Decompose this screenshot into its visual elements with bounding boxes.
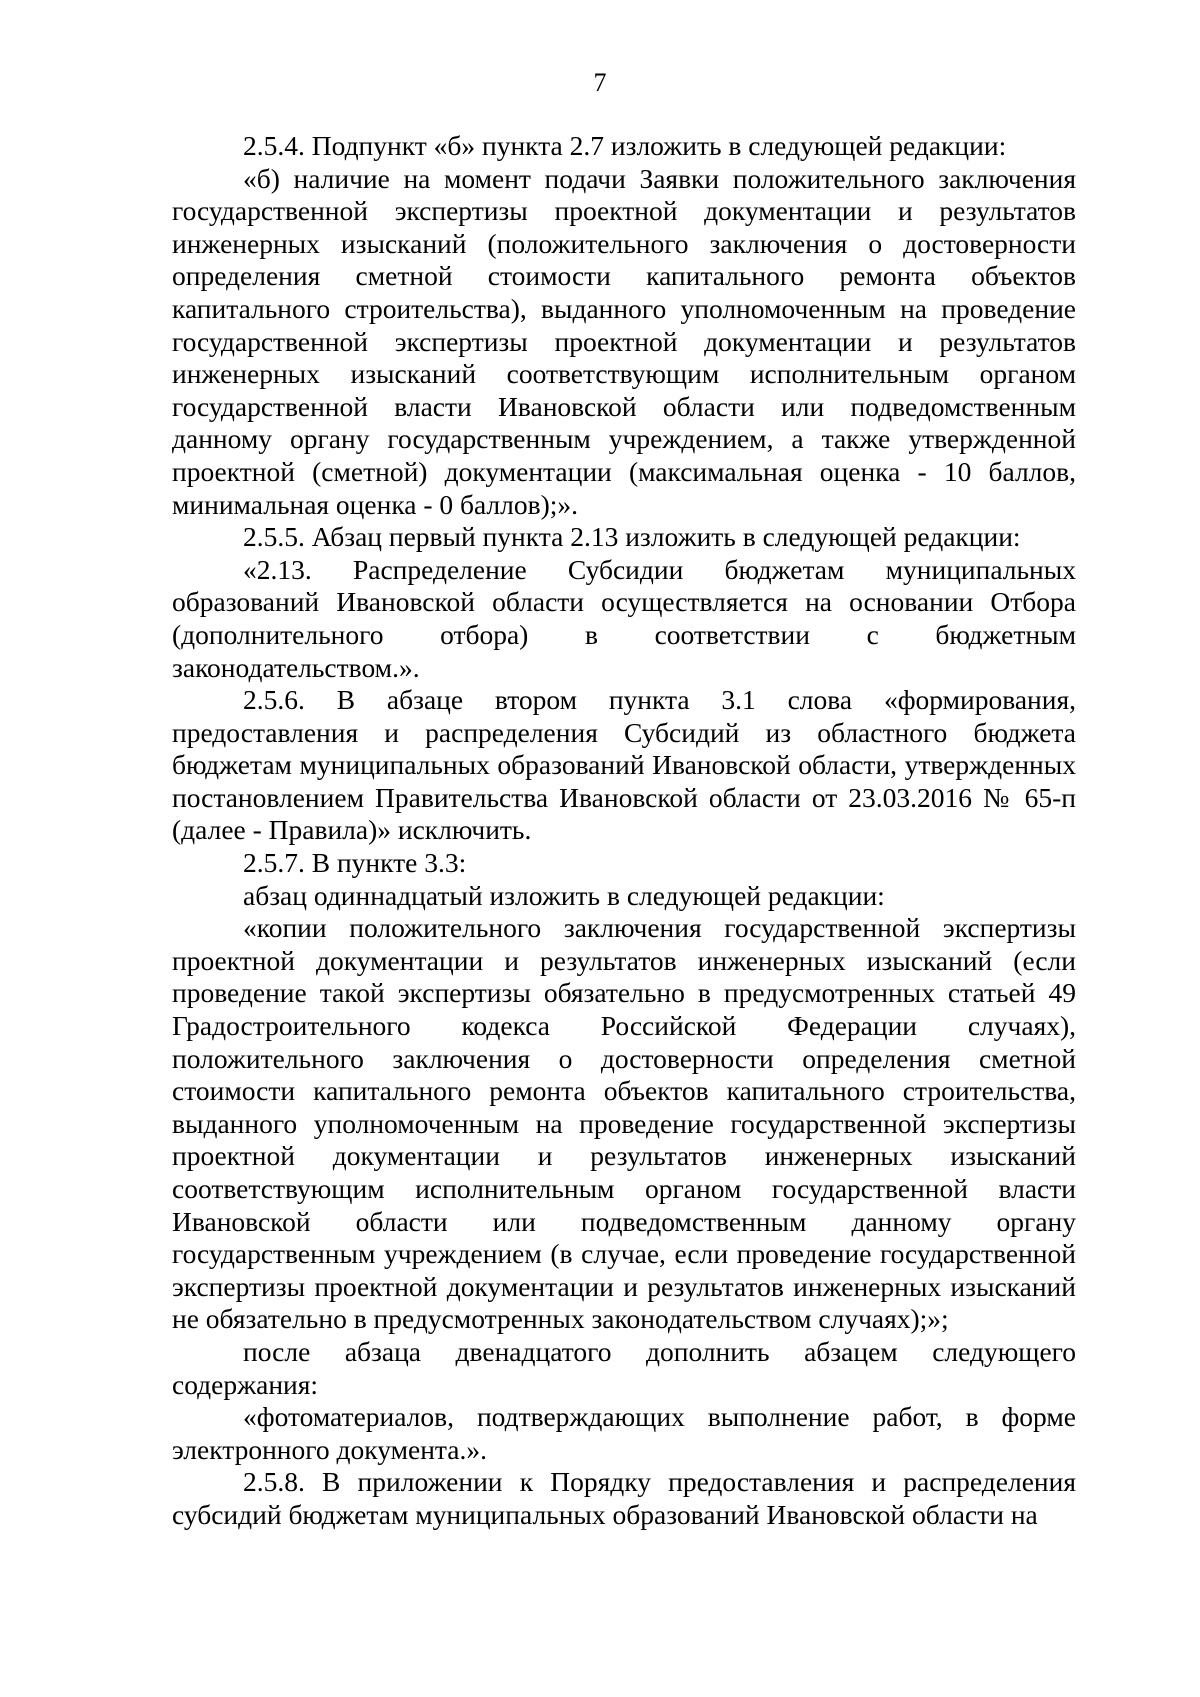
paragraph-2-5-4-heading: 2.5.4. Подпункт «б» пункта 2.7 изложить в следующей редакции: — [243, 130, 1007, 161]
page-number: 7 — [593, 68, 607, 97]
paragraph-2-5-7-item-2-text: «фотоматериалов, подтверждающих выполнение работ, в форме электронного документа.». — [172, 1401, 1076, 1465]
paragraph-2-5-6: 2.5.6. В абзаце втором пункта 3.1 слова «формирования, предоставления и распределения Субсидий из областного бюджета бюджетам муниципальных образований Ивановской области, утвержденных постановлением Правительства Ивановской области от 23.03.2016 № 65-п (далее - Правила)» исключить. — [172, 684, 1076, 846]
paragraph-2-5-8: 2.5.8. В приложении к Порядку предоставления и распределения субсидий бюджетам муниципальных образований Ивановской области на — [172, 1466, 1076, 1530]
paragraph-2-5-7-item-1-intro: абзац одиннадцатый изложить в следующей редакции: — [243, 879, 885, 911]
document-body — [172, 130, 1076, 1532]
paragraph-2-5-5-text: «2.13. Распределение Субсидии бюджетам муниципальных образований Ивановской области осуществляется на основании Отбора (дополнительного отбора) в соответствии с бюджетным законодательством.». — [172, 553, 1076, 683]
paragraph-2-5-7-heading: 2.5.7. В пункте 3.3: — [243, 847, 467, 879]
paragraph-2-5-7-item-1-text: «копии положительного заключения государственной экспертизы проектной документации и результатов инженерных изысканий (если проведение такой экспертизы обязательно в предусмотренных статьей 49 Градостроительного кодекса Российской Федерации случаях), положительного заключения о достоверности определения сметной стоимости капитального ремонта объектов капитального строительства, выданного уполномоченным на проведение государственной экспертизы проектной документации и результатов инженерных изысканий соответствующим исполнительным органом государственной власти Ивановской области или подведомственным данному органу государственным учреждением (в случае, если проведение государственной экспертизы проектной документации и результатов инженерных изысканий не обязательно в предусмотренных законодательством случаях);»; — [172, 912, 1076, 1335]
paragraph-2-5-7-item-2-intro: после абзаца двенадцатого дополнить абзацем следующего содержания: — [172, 1335, 1076, 1400]
paragraph-2-5-5-heading: 2.5.5. Абзац первый пункта 2.13 изложить в следующей редакции: — [243, 521, 1021, 553]
paragraph-2-5-4-text: «б) наличие на момент подачи Заявки положительного заключения государственной экспертизы проектной документации и результатов инженерных изысканий (положительного заключения о достоверности определения сметной стоимости капитального ремонта объектов капитального строительства), выданного уполномоченным на проведение государственной экспертизы проектной документации и результатов инженерных изысканий соответствующим исполнительным органом государственной власти Ивановской области или подведомственным данному органу государственным учреждением, а также утвержденной проектной (сметной) документации (максимальная оценка - 10 баллов, минимальная оценка - 0 баллов);». — [172, 162, 1076, 520]
